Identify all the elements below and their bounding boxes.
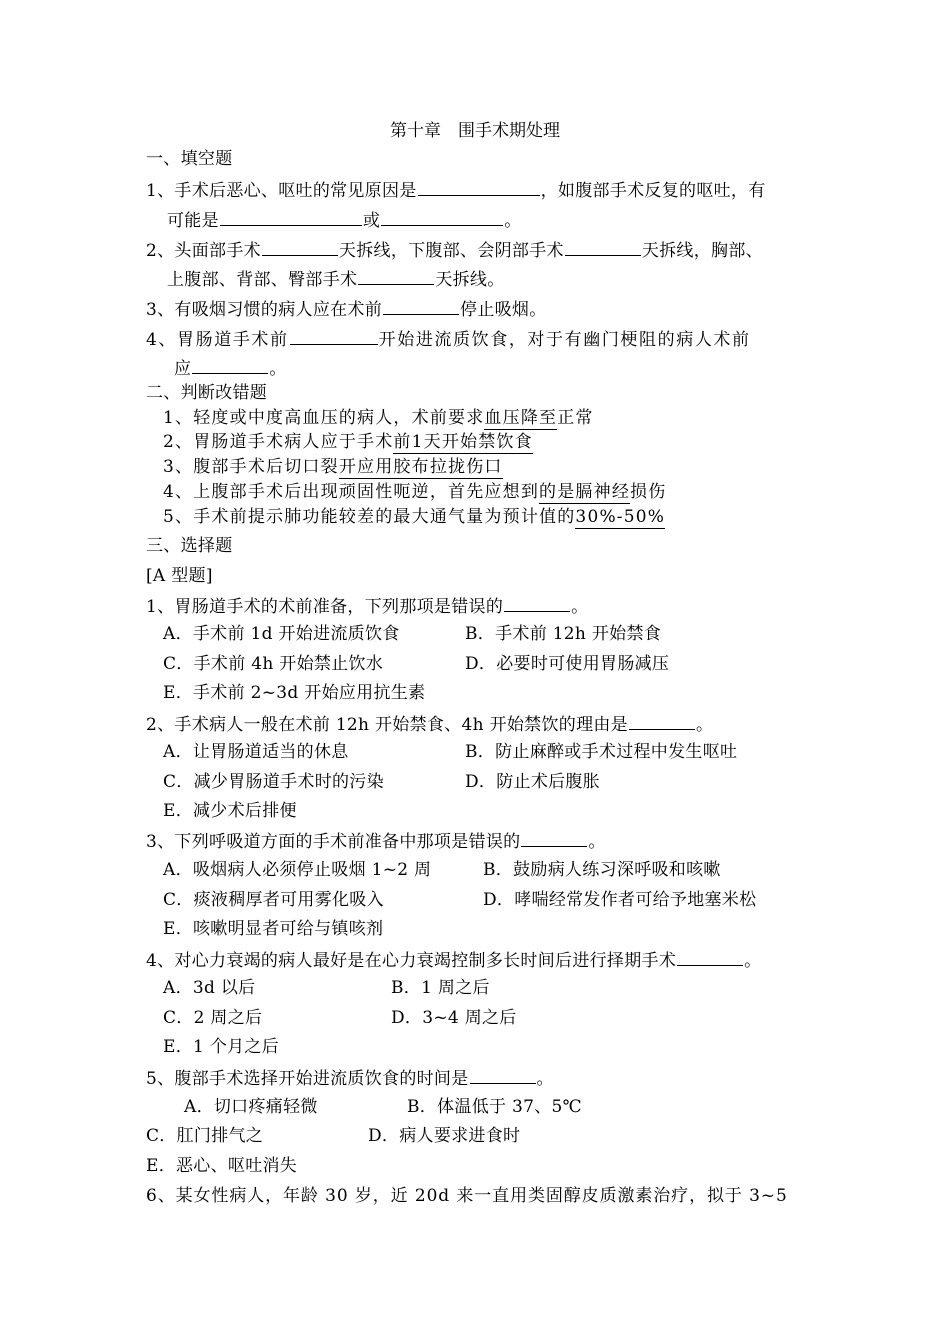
mc-q4-option-c: C．2 周之后 [163,1008,263,1028]
section-heading-true-false: 二、判断改错题 [146,383,268,403]
q1-fill-line2: 可能是 或 。 [167,208,522,232]
tf-item-2: 2、胃肠道手术病人应于手术前1天开始禁饮食 [163,432,533,452]
answer-blank [504,594,570,612]
mc-q4-stem: 4、对心力衰竭的病人最好是在心力衰竭控制多长时间后进行择期手术 。 [146,948,761,972]
mc-q5-option-c: C．肛门排气之 [146,1126,264,1146]
mc-q3-stem: 3、下列呼吸道方面的手术前准备中那项是错误的 。 [146,829,606,853]
answer-blank [381,208,503,226]
section-heading-fill-blank: 一、填空题 [146,149,233,169]
underlined-phrase: 开应用胶布拉拢伤口 [338,457,503,477]
answer-blank [677,948,743,966]
mc-q6-stem: 6、某女性病人，年龄 30 岁，近 20d 来一直用类固醇皮质激素治疗，拟于 3~5 [146,1186,788,1206]
mc-q1-option-a: A．手术前 1d 开始进流质饮食 [163,624,400,644]
answer-blank [220,208,362,226]
mc-q2-stem: 2、手术病人一般在术前 12h 开始禁食、4h 开始禁饮的理由是 。 [146,712,713,736]
mc-q1-stem: 1、胃肠道手术的术前准备，下列那项是错误的 。 [146,594,588,618]
mc-q3-option-c: C．痰液稠厚者可用雾化吸入 [163,890,384,910]
answer-blank [629,712,695,730]
q2-fill-line2: 上腹部、背部、臀部手术 天拆线。 [167,267,505,291]
mc-q4-option-b: B．1 周之后 [391,978,490,998]
q1-fill-line1: 1、手术后恶心、呕吐的常见原因是 ，如腹部手术反复的呕吐，有 [146,178,766,202]
answer-blank [521,829,587,847]
mc-q5-option-d: D．病人要求进食时 [368,1126,521,1146]
mc-q3-option-e: E．咳嗽明显者可给与镇咳剂 [163,919,384,939]
mc-q3-option-d: D．哮喘经常发作者可给予地塞米松 [483,890,757,910]
mc-q1-option-b: B．手术前 12h 开始禁食 [465,624,662,644]
mc-q2-option-e: E．减少术后排便 [163,801,297,821]
mc-q4-option-d: D．3~4 周之后 [391,1008,517,1028]
mc-q2-option-a: A．让胃肠道适当的休息 [163,742,349,762]
tf-item-1: 1、轻度或中度高血压的病人，术前要求血压降至正常 [163,408,594,428]
mc-q1-option-c: C．手术前 4h 开始禁止饮水 [163,654,384,674]
underlined-phrase: 的是膈神经 [539,482,631,502]
mc-q1-option-d: D．必要时可使用胃肠减压 [465,654,670,674]
underlined-phrase: 血压降至 [484,408,558,428]
answer-blank [418,178,540,196]
answer-blank [383,297,459,315]
mc-q5-option-e: E．恶心、呕吐消失 [146,1156,298,1176]
underlined-phrase: 30%-50% [575,507,666,527]
q3-fill-line: 3、有吸烟习惯的病人应在术前 停止吸烟。 [146,297,547,321]
mc-q3-option-b: B．鼓励病人练习深呼吸和咳嗽 [483,860,721,880]
mc-q5-option-a: A．切口疼痛轻微 [184,1097,318,1117]
page-title: 第十章 围手术期处理 [390,121,560,141]
tf-item-5: 5、手术前提示肺功能较差的最大通气量为预计值的30%-50% [163,507,666,527]
answer-blank [262,238,338,256]
mc-q2-option-d: D．防止术后腹胀 [465,772,601,792]
mc-q1-option-e: E．手术前 2~3d 开始应用抗生素 [163,683,426,703]
tf-item-4: 4、上腹部手术后出现顽固性呃逆，首先应想到的是膈神经损伤 [163,482,667,502]
mc-q5-option-b: B．体温低于 37、5℃ [407,1097,582,1117]
underlined-phrase: 前1天开始禁饮食 [393,432,533,452]
subheading-type-a: [A 型题] [146,566,213,586]
section-heading-multiple-choice: 三、选择题 [146,536,233,556]
q4-fill-line2: 应 。 [174,356,287,380]
mc-q2-option-b: B．防止麻醉或手术过程中发生呕吐 [465,742,738,762]
answer-blank [192,356,268,374]
mc-q3-option-a: A．吸烟病人必须停止吸烟 1~2 周 [163,860,432,880]
tf-item-3: 3、腹部手术后切口裂开应用胶布拉拢伤口 [163,457,503,477]
mc-q2-option-c: C．减少胃肠道手术时的污染 [163,772,384,792]
answer-blank [358,267,434,285]
mc-q4-option-e: E．1 个月之后 [163,1037,280,1057]
mc-q4-option-a: A．3d 以后 [163,978,256,998]
answer-blank [470,1066,536,1084]
q4-fill-line1: 4、胃肠道手术前 开始进流质饮食，对于有幽门梗阻的病人术前 [146,327,751,351]
answer-blank [290,327,378,345]
q2-fill-line1: 2、头面部手术 天拆线，下腹部、会阴部手术 天拆线，胸部、 [146,238,763,262]
mc-q5-stem: 5、腹部手术选择开始进流质饮食的时间是 。 [146,1066,554,1090]
answer-blank [565,238,641,256]
